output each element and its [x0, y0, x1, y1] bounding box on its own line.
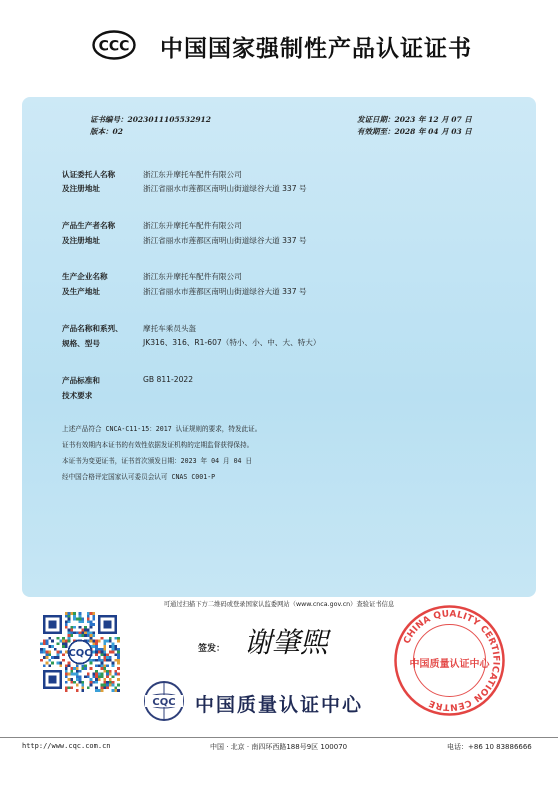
cqc-logo	[136, 680, 192, 722]
statement-line: 上述产品符合 CNCA-C11-15：2017 认证规则的要求，特发此证。	[62, 425, 262, 433]
certificate-title: 中国国家强制性产品认证证书	[160, 36, 472, 62]
cqc-logo-text: CQC	[152, 697, 176, 708]
organization-name: 中国质量认证中心	[195, 694, 364, 716]
ccc-logo-text: CCC	[98, 38, 130, 55]
statement-line: 经中国合格评定国家认可委员会认可 CNAS C001-P	[62, 473, 216, 481]
signature-text: 谢肇煕	[244, 626, 329, 659]
statement-line: 本证书为变更证书，证书首次颁发日期：2023 年 04 月 04 日	[62, 457, 253, 465]
field-label-applicant-address: 及注册地址	[62, 184, 100, 193]
verification-note: 可通过扫描下方二维码或登录国家认监委网站（www.cnca.gov.cn）查验证书信息	[163, 601, 395, 608]
footer-divider	[0, 737, 558, 738]
field-label-technical-requirements: 技术要求	[62, 391, 93, 400]
field-value-factory: 浙江东升摩托车配件有限公司	[143, 272, 242, 281]
certification-seal	[392, 603, 507, 718]
qr-code[interactable]	[40, 612, 120, 692]
footer-website-link[interactable]: http://www.cqc.com.cn	[22, 742, 111, 750]
field-value-product-model: JK316、316、R1-607（特小、小、中、大、特大）	[143, 338, 321, 347]
field-value-factory-address: 浙江省丽水市莲都区南明山街道绿谷大道 337 号	[143, 287, 307, 296]
statement-line: 证书有效期内本证书的有效性依据发证机构的定期监督获得保持。	[62, 441, 254, 449]
field-label-manufacturer: 产品生产者名称	[62, 221, 116, 230]
issue-date: 发证日期：2023 年 12 月 07 日	[357, 115, 472, 124]
field-label-manufacturer-address: 及注册地址	[62, 236, 100, 245]
seal-center-text: 中国质量认证中心	[409, 659, 490, 670]
field-label-product: 产品名称和系列、	[62, 324, 123, 333]
signature	[240, 616, 350, 666]
ccc-logo	[92, 30, 136, 60]
field-value-product: 摩托车乘员头盔	[143, 324, 197, 333]
field-value-standard: GB 811-2022	[143, 375, 194, 384]
field-label-applicant: 认证委托人名称	[62, 170, 116, 179]
field-value-applicant: 浙江东升摩托车配件有限公司	[143, 170, 242, 179]
field-value-manufacturer-address: 浙江省丽水市莲都区南明山街道绿谷大道 337 号	[143, 236, 307, 245]
field-label-standard: 产品标准和	[62, 376, 100, 385]
cert-version: 版本：02	[90, 127, 123, 136]
footer-phone: 电话：+86 10 83886666	[447, 743, 532, 751]
field-value-manufacturer: 浙江东升摩托车配件有限公司	[143, 221, 242, 230]
seal-arc-text: CHINA QUALITY CERTIFICATION CENTRE	[402, 609, 501, 712]
field-label-factory-address: 及生产地址	[62, 287, 100, 296]
footer-address: 中国 · 北京 · 南四环西路188号9区 100070	[210, 743, 348, 751]
field-label-factory: 生产企业名称	[62, 272, 108, 281]
field-value-applicant-address: 浙江省丽水市莲都区南明山街道绿谷大道 337 号	[143, 184, 307, 193]
expiry-date: 有效期至：2028 年 04 月 03 日	[357, 127, 472, 136]
cert-number: 证书编号：2023011105532912	[90, 115, 211, 124]
signature-label: 签发：	[198, 644, 226, 654]
qr-center-label: CQC	[68, 648, 92, 660]
field-label-product-model: 规格、型号	[62, 339, 100, 348]
